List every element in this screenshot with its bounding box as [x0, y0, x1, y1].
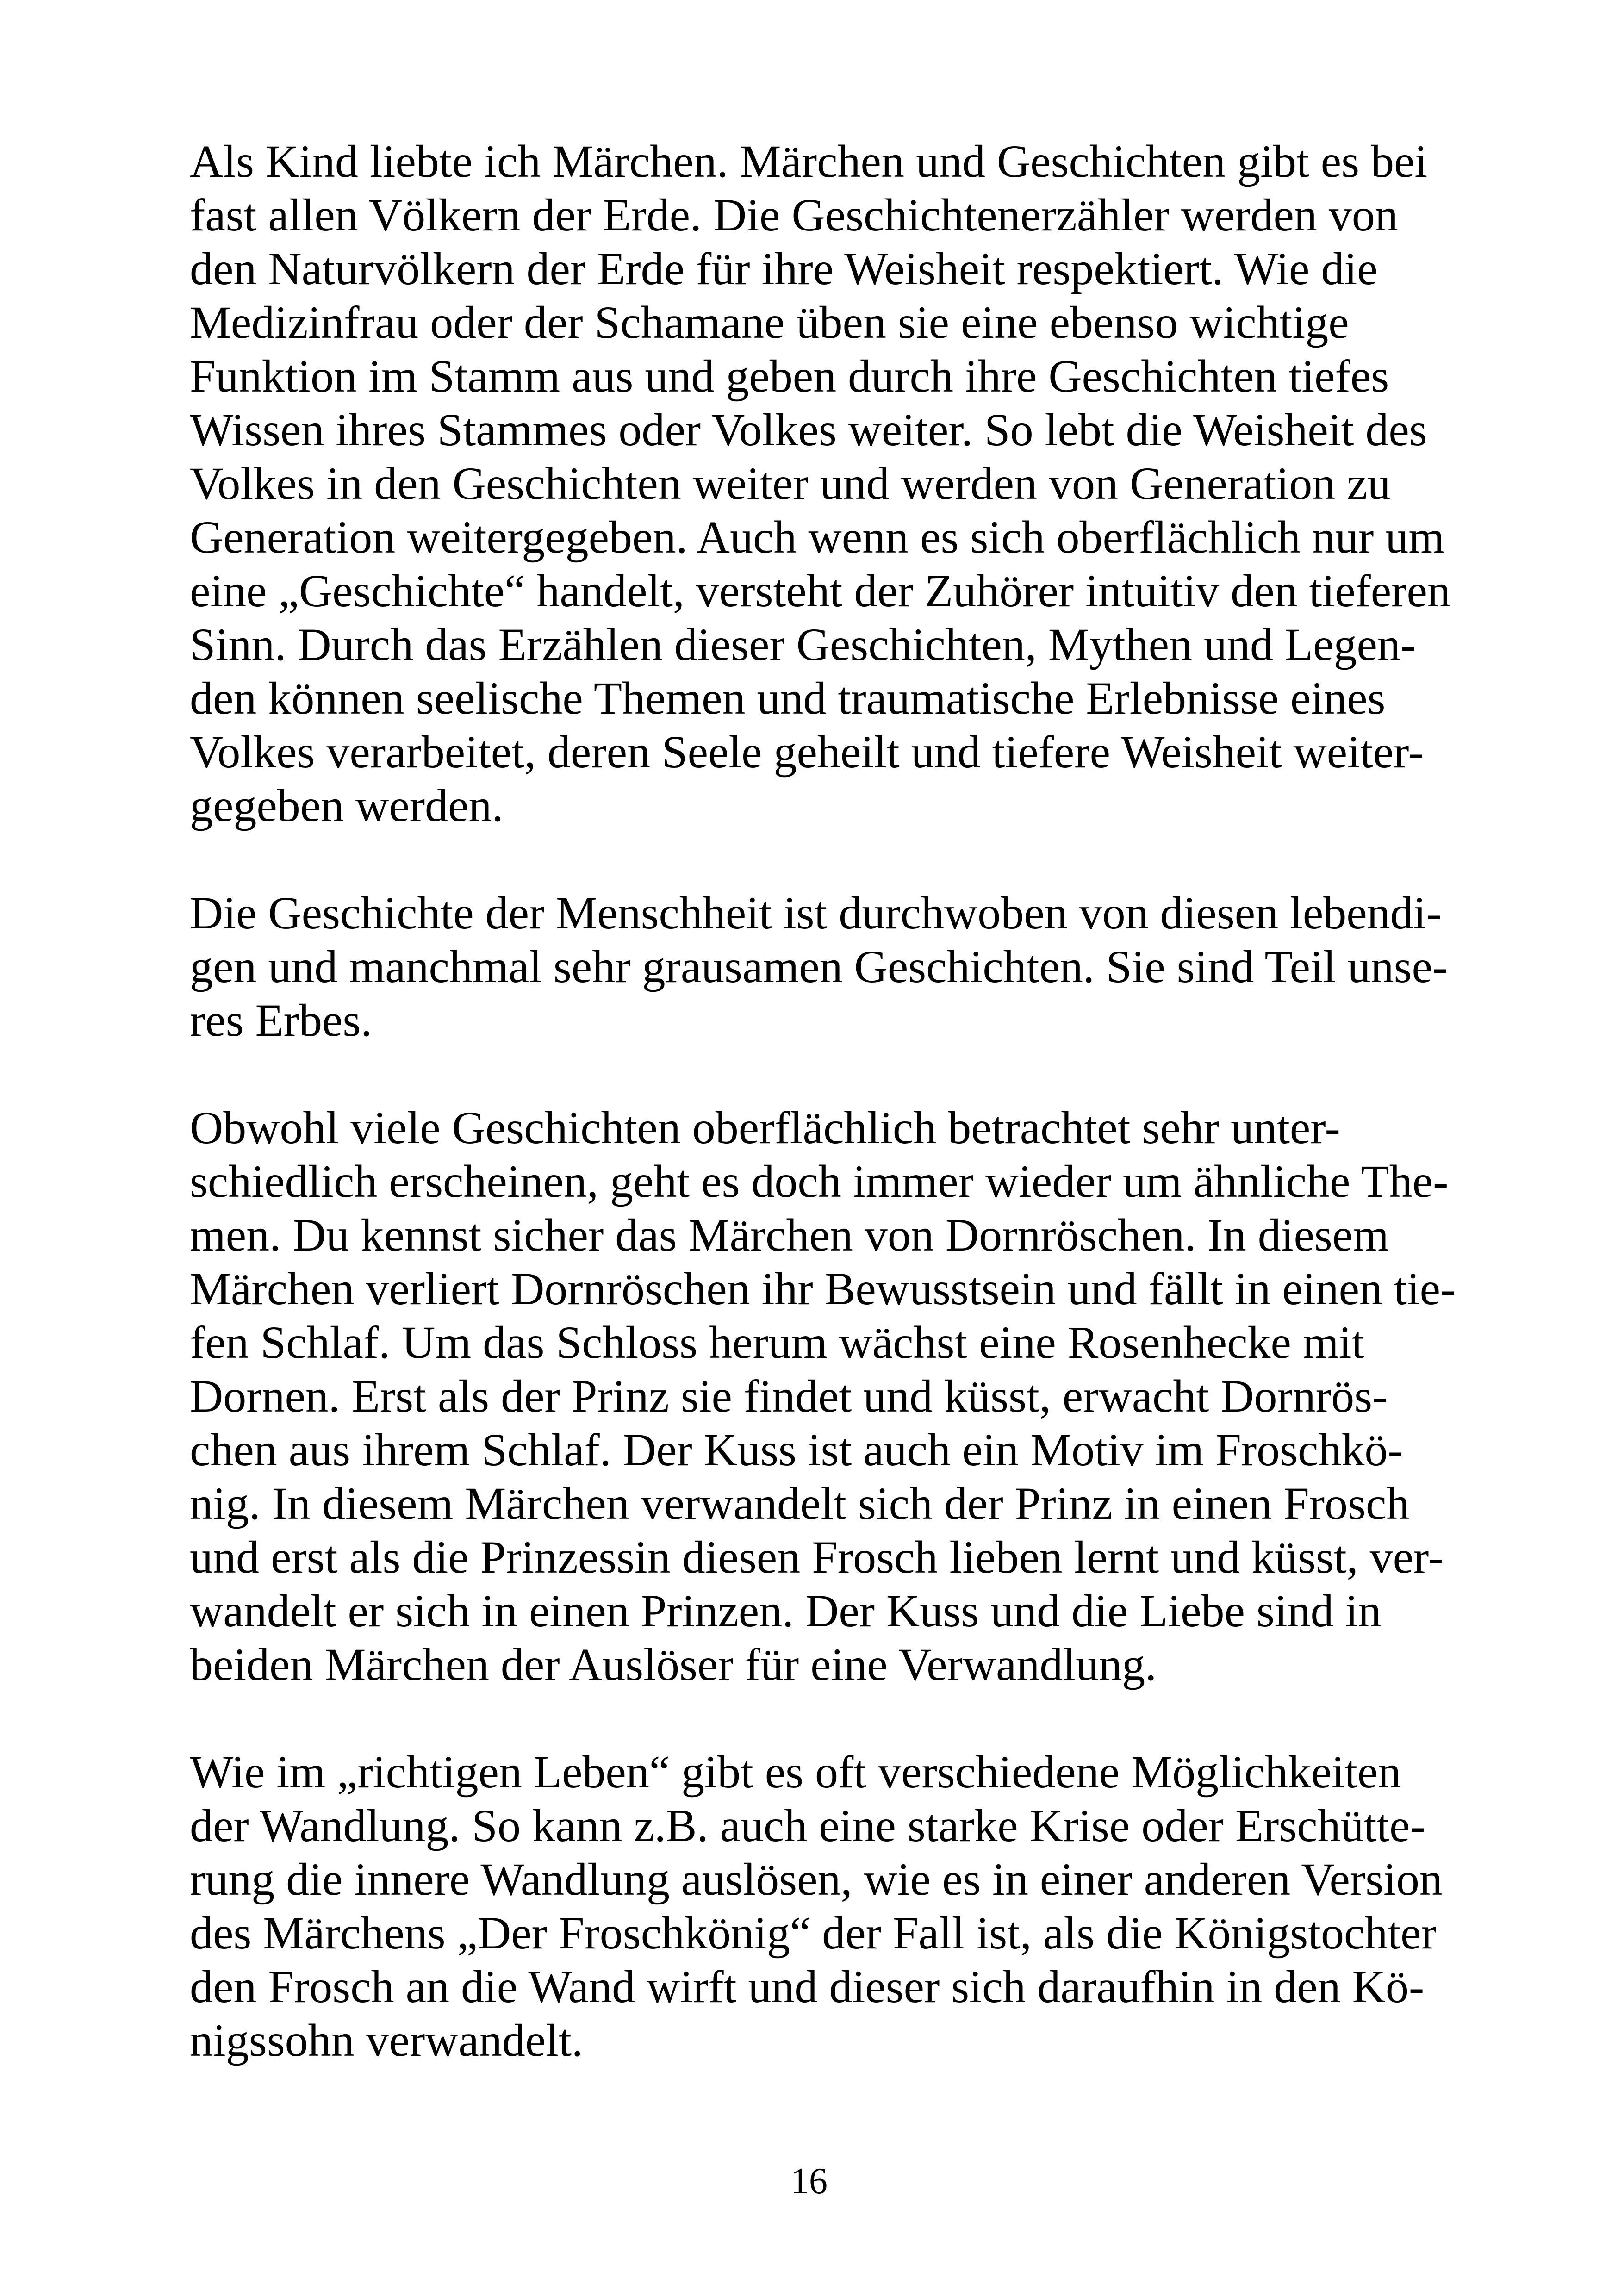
- paragraph-geschichte-menschheit: [190, 886, 1448, 1047]
- paragraph-maerchen-intro: [190, 135, 1450, 833]
- text-line: rung die innere Wandlung auslösen, wie es in einer anderen Version: [190, 1854, 1443, 1905]
- text-line: Märchen verliert Dornröschen ihr Bewusstsein und fällt in einen tie-: [190, 1263, 1456, 1314]
- text-line: Generation weitergegeben. Auch wenn es sich oberflächlich nur um: [190, 511, 1445, 563]
- text-line: men. Du kennst sicher das Märchen von Dornröschen. In diesem: [190, 1209, 1389, 1261]
- text-line: gegeben werden.: [190, 780, 504, 831]
- page-number: 16: [790, 2161, 828, 2202]
- text-line: nigssohn verwandelt.: [190, 2015, 583, 2066]
- body-text: [190, 135, 1456, 2121]
- text-line: Wie im „richtigen Leben“ gibt es oft verschiedene Möglichkeiten: [190, 1746, 1401, 1798]
- text-line: Volkes in den Geschichten weiter und werden von Generation zu: [190, 458, 1391, 509]
- paragraph-dornroeschen-froschkoenig: [190, 1101, 1456, 1692]
- text-line: fast allen Völkern der Erde. Die Geschichtenerzähler werden von: [190, 189, 1398, 241]
- text-line: fen Schlaf. Um das Schloss herum wächst eine Rosenhecke mit: [190, 1317, 1365, 1368]
- text-line: res Erbes.: [190, 995, 373, 1046]
- text-line: den Frosch an die Wand wirft und dieser sich daraufhin in den Kö-: [190, 1961, 1425, 2012]
- text-line: der Wandlung. So kann z.B. auch eine starke Krise oder Erschütte-: [190, 1800, 1425, 1851]
- text-line: beiden Märchen der Auslöser für eine Verwandlung.: [190, 1639, 1157, 1690]
- text-line: eine „Geschichte“ handelt, versteht der Zuhörer intuitiv den tieferen: [190, 565, 1450, 616]
- paragraph-wandlung: [190, 1745, 1443, 2067]
- text-line: den Naturvölkern der Erde für ihre Weisheit respektiert. Wie die: [190, 243, 1378, 294]
- text-line: Obwohl viele Geschichten oberflächlich betrachtet sehr unter-: [190, 1102, 1340, 1153]
- text-line: nig. In diesem Märchen verwandelt sich der Prinz in einen Frosch: [190, 1478, 1410, 1529]
- text-line: des Märchens „Der Froschkönig“ der Fall ist, als die Königstochter: [190, 1907, 1437, 1959]
- text-line: chen aus ihrem Schlaf. Der Kuss ist auch ein Motiv im Froschkö-: [190, 1424, 1403, 1475]
- text-line: Medizinfrau oder der Schamane üben sie eine ebenso wichtige: [190, 297, 1349, 348]
- text-line: Sinn. Durch das Erzählen dieser Geschichten, Mythen und Legen-: [190, 619, 1416, 670]
- text-line: wandelt er sich in einen Prinzen. Der Kuss und die Liebe sind in: [190, 1585, 1382, 1636]
- text-line: Volkes verarbeitet, deren Seele geheilt und tiefere Weisheit weiter-: [190, 726, 1424, 778]
- text-line: Funktion im Stamm aus und geben durch ihre Geschichten tiefes: [190, 350, 1389, 402]
- text-line: Wissen ihres Stammes oder Volkes weiter. So lebt die Weisheit des: [190, 404, 1427, 455]
- text-line: gen und manchmal sehr grausamen Geschichten. Sie sind Teil unse-: [190, 941, 1448, 992]
- text-line: schiedlich erscheinen, geht es doch immer wieder um ähnliche The-: [190, 1156, 1449, 1207]
- text-line: den können seelische Themen und traumatische Erlebnisse eines: [190, 672, 1386, 724]
- text-line: Als Kind liebte ich Märchen. Märchen und Geschichten gibt es bei: [190, 136, 1428, 187]
- text-line: und erst als die Prinzessin diesen Frosch lieben lernt und küsst, ver-: [190, 1531, 1444, 1583]
- text-line: Die Geschichte der Menschheit ist durchwoben von diesen lebendi-: [190, 887, 1442, 939]
- text-line: Dornen. Erst als der Prinz sie findet und küsst, erwacht Dornrös-: [190, 1370, 1388, 1422]
